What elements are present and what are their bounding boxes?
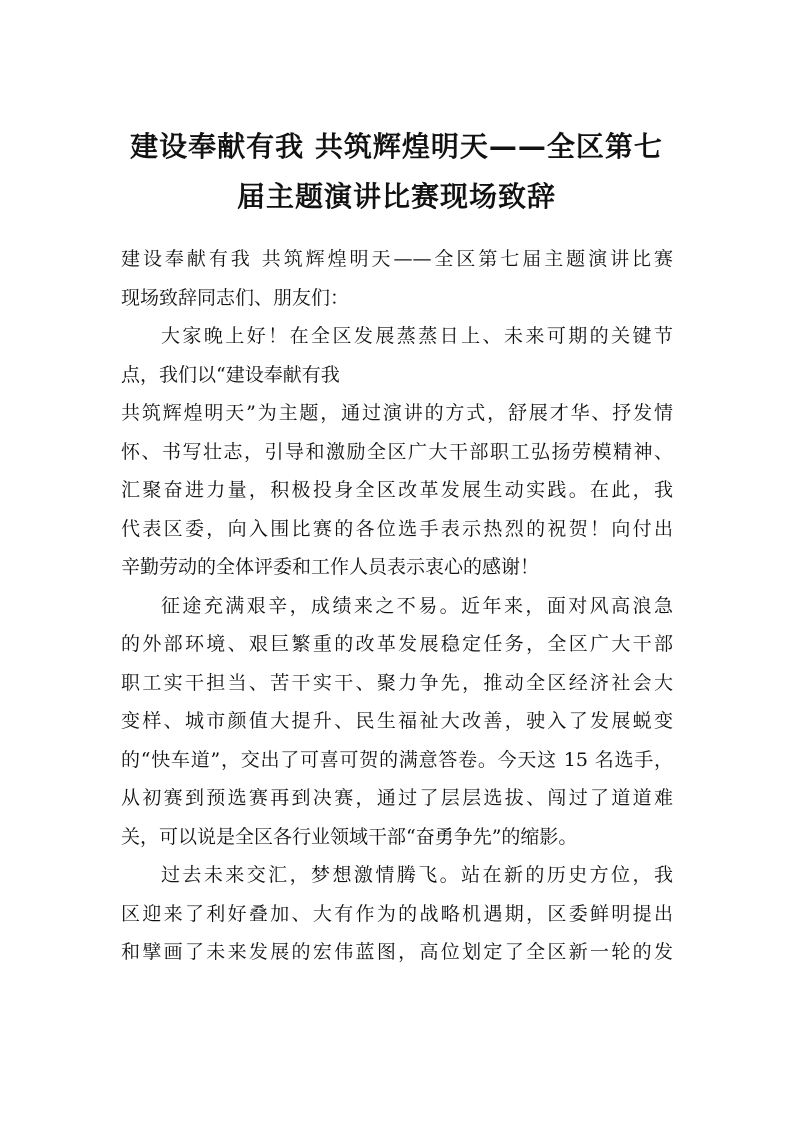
body-line: 代表区委，向入围比赛的各位选手表示热烈的祝贺！向付出 <box>121 517 673 540</box>
body-line: 从初赛到预选赛再到决赛，通过了层层选拔、闯过了道道难 <box>121 787 673 809</box>
body-line: 区迎来了利好叠加、大有作为的战略机遇期，区委鲜明提出 <box>121 902 673 925</box>
body-line: 和擘画了未来发展的宏伟蓝图，高位划定了全区新一轮的发 <box>121 941 673 963</box>
document-body <box>121 240 673 972</box>
body-line: 的“快车道”，交出了可喜可贺的满意答卷。今天这 15 名选手， <box>121 748 673 771</box>
body-line: 征途充满艰辛，成绩来之不易。近年来，面对风高浪急 <box>161 594 673 617</box>
body-line: 过去未来交汇，梦想激情腾飞。站在新的历史方位，我 <box>161 864 673 886</box>
title-line: 届主题演讲比赛现场致辞 <box>236 180 556 213</box>
body-line: 建设奉献有我 共筑辉煌明天——全区第七届主题演讲比赛 <box>121 248 673 270</box>
body-line: 怀、书写壮志，引导和激励全区广大干部职工弘扬劳模精神、 <box>121 440 673 463</box>
body-line: 汇聚奋进力量，积极投身全区改革发展生动实践。在此，我 <box>121 479 673 501</box>
body-line: 变样、城市颜值大提升、民生福祉大改善，驶入了发展蜕变 <box>121 710 673 732</box>
body-line: 职工实干担当、苦干实干、聚力争先，推动全区经济社会大 <box>121 671 673 694</box>
body-line: 辛勤劳动的全体评委和工作人员表示衷心的感谢！ <box>121 556 540 578</box>
body-line: 点，我们以“建设奉献有我 <box>121 363 340 386</box>
body-line: 的外部环境、艰巨繁重的改革发展稳定任务，全区广大干部 <box>121 633 673 655</box>
body-line: 大家晚上好！在全区发展蒸蒸日上、未来可期的关键节 <box>161 325 673 347</box>
document-title <box>100 122 693 222</box>
body-line: 现场致辞同志们、朋友们： <box>121 286 350 309</box>
title-line: 建设奉献有我 共筑辉煌明天——全区第七 <box>130 130 663 163</box>
body-line: 共筑辉煌明天”为主题，通过演讲的方式，舒展才华、抒发情 <box>121 402 673 424</box>
body-line: 关，可以说是全区各行业领域干部“奋勇争先”的缩影。 <box>121 825 578 848</box>
